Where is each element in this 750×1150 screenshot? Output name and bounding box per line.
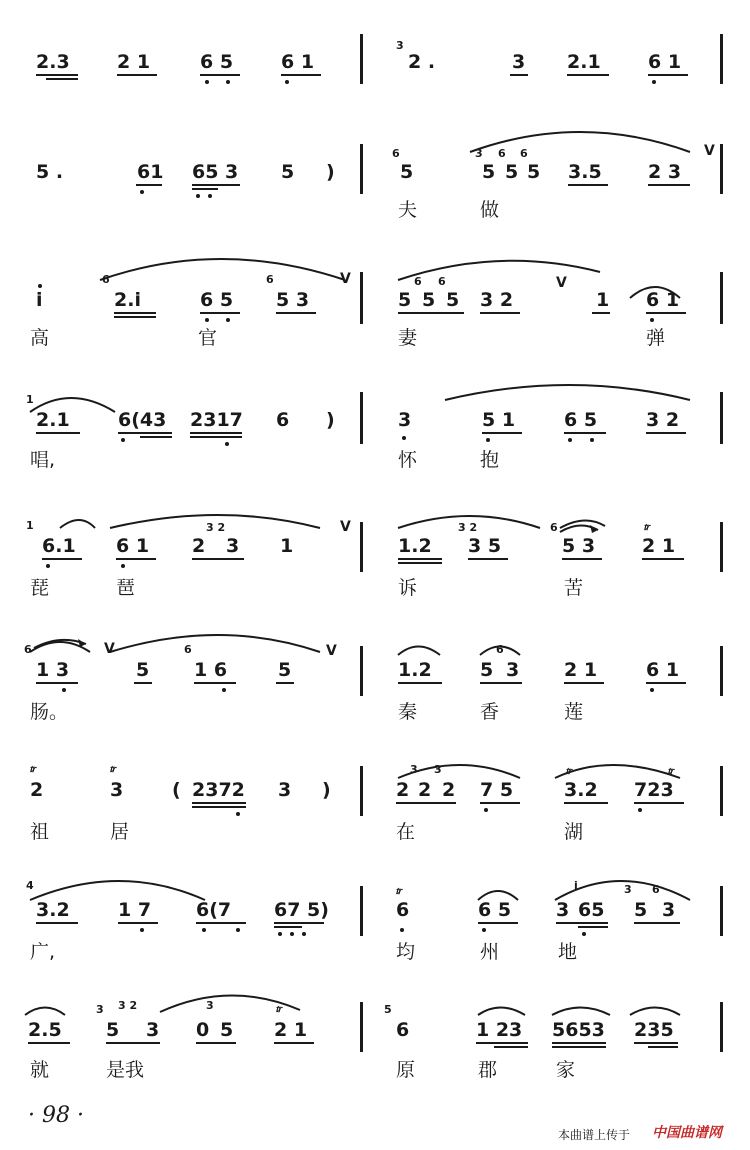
note: 5 — [220, 1019, 234, 1041]
mordent-mark: 𝆖 — [276, 1002, 283, 1015]
beam — [482, 432, 522, 434]
octave-dot — [290, 932, 294, 936]
note: 5 — [136, 659, 150, 681]
beam — [562, 558, 602, 560]
beam — [398, 312, 464, 314]
closing-paren: ) — [326, 409, 335, 431]
octave-dot — [38, 284, 42, 288]
lyric: 香 — [480, 701, 500, 723]
closing-paren: ) — [326, 161, 335, 183]
lyric: 怀 — [398, 449, 418, 471]
beam — [398, 558, 442, 560]
beam — [274, 926, 302, 928]
lyric: 唱, — [30, 449, 56, 471]
note: 3 — [662, 899, 676, 921]
lyric: 弹 — [646, 327, 666, 349]
beam — [567, 74, 609, 76]
lyric: 广, — [30, 941, 56, 963]
beam — [648, 1046, 678, 1048]
beam — [106, 1042, 160, 1044]
grace-note: 3 — [434, 763, 442, 776]
score-line-3 — [0, 272, 750, 382]
note: 5653 — [552, 1019, 605, 1041]
note: 2.3 — [36, 51, 70, 73]
note: 723 — [634, 779, 674, 801]
breath-mark: V — [326, 643, 337, 659]
mordent-mark: 𝆖 — [110, 762, 117, 775]
octave-dot — [285, 80, 289, 84]
note: 2 1 — [274, 1019, 308, 1041]
beam — [192, 188, 218, 190]
bar-line — [360, 646, 363, 696]
grace-note: 1 — [26, 393, 34, 406]
beam — [276, 312, 316, 314]
lyric: 地 — [558, 941, 578, 963]
note: 5 — [480, 659, 494, 681]
note: 5 3 — [562, 535, 596, 557]
bar-line — [360, 1002, 363, 1052]
bar-line — [720, 34, 723, 84]
note: 5 — [106, 1019, 120, 1041]
bar-line — [720, 392, 723, 444]
beam — [114, 316, 156, 318]
beam — [568, 184, 608, 186]
bar-line — [360, 144, 363, 194]
beam — [398, 682, 442, 684]
grace-note: 3 2 — [206, 521, 226, 534]
lyric: 官 — [198, 327, 218, 349]
note: 2.5 — [28, 1019, 62, 1041]
beam — [114, 312, 156, 314]
beam — [190, 436, 242, 438]
lyric: 苦 — [564, 577, 584, 599]
note: 2 1 — [564, 659, 598, 681]
note: 3 — [556, 899, 570, 921]
beam — [480, 802, 520, 804]
note: 5 — [281, 161, 295, 183]
grace-note: 6 — [520, 147, 528, 160]
note: 3 — [146, 1019, 160, 1041]
note: 5 — [446, 289, 460, 311]
lyric: 秦 — [398, 701, 418, 723]
beam — [646, 682, 686, 684]
score-line-8 — [0, 880, 750, 990]
beam — [196, 1042, 236, 1044]
lyric: 就 — [30, 1059, 50, 1081]
score-line-9 — [0, 996, 750, 1106]
note: 2 1 — [117, 51, 151, 73]
note: 6 1 — [646, 289, 680, 311]
bar-line — [360, 522, 363, 572]
note: 6 — [276, 409, 290, 431]
note: 2372 — [192, 779, 245, 801]
note: 6 5 — [478, 899, 512, 921]
note: 5 — [278, 659, 292, 681]
octave-dot — [486, 438, 490, 442]
lyric: 妻 — [398, 327, 418, 349]
octave-dot — [568, 438, 572, 442]
bar-line — [720, 522, 723, 572]
octave-dot — [402, 436, 406, 440]
octave-dot — [236, 812, 240, 816]
beam — [192, 184, 240, 186]
note: 6 5 — [200, 289, 234, 311]
note: 0 — [196, 1019, 210, 1041]
beam — [46, 78, 78, 80]
mordent-mark: 𝆖 — [644, 520, 651, 533]
beam — [36, 922, 78, 924]
octave-dot — [140, 190, 144, 194]
note: 5 . — [36, 161, 64, 183]
mordent-mark: 𝆖 — [396, 884, 403, 897]
octave-dot — [205, 318, 209, 322]
note: 3 2 — [480, 289, 514, 311]
note: 5 — [527, 161, 541, 183]
bar-line — [720, 272, 723, 324]
beam — [552, 1046, 606, 1048]
note: 2 — [442, 779, 456, 801]
beam — [118, 432, 172, 434]
note: 1 7 — [118, 899, 152, 921]
beam — [28, 1042, 70, 1044]
bar-line — [720, 144, 723, 194]
note: 3.2 — [36, 899, 70, 921]
grace-note: 1 — [26, 519, 34, 532]
beam — [192, 806, 246, 808]
octave-dot — [226, 318, 230, 322]
grace-note: 3 — [624, 883, 632, 896]
beam — [136, 184, 162, 186]
beam — [468, 558, 508, 560]
beam — [578, 926, 608, 928]
note: 5 — [422, 289, 436, 311]
bar-line — [360, 886, 363, 936]
beam — [634, 1042, 678, 1044]
octave-dot — [650, 318, 654, 322]
beam — [564, 802, 608, 804]
beam — [476, 1042, 528, 1044]
lyric: 州 — [480, 941, 500, 963]
octave-dot — [225, 442, 229, 446]
beam — [510, 74, 528, 76]
beam — [276, 682, 294, 684]
grace-note: 3 2 — [458, 521, 478, 534]
note: 2 3 — [648, 161, 682, 183]
note: 3 5 — [468, 535, 502, 557]
mordent-mark: 𝆖 — [30, 762, 37, 775]
note: 2.1 — [567, 51, 601, 73]
beam — [140, 436, 172, 438]
lyric: 是我 — [106, 1059, 145, 1081]
note: 6.1 — [42, 535, 76, 557]
note: 5 — [634, 899, 648, 921]
note: 7 5 — [480, 779, 514, 801]
octave-dot — [121, 564, 125, 568]
grace-note: 5 — [384, 1003, 392, 1016]
beam — [36, 432, 80, 434]
note: 5 — [505, 161, 519, 183]
beam — [646, 432, 686, 434]
beam — [564, 432, 606, 434]
opening-paren: ( — [172, 779, 181, 801]
octave-dot — [205, 80, 209, 84]
beam — [36, 74, 78, 76]
bar-line — [360, 392, 363, 444]
note: 3 — [226, 535, 240, 557]
beam — [192, 802, 246, 804]
note: 1 23 — [476, 1019, 523, 1041]
octave-dot — [582, 932, 586, 936]
note: 2 — [30, 779, 44, 801]
lyric: 夫 — [398, 199, 418, 221]
note: 65 3 — [192, 161, 239, 183]
closing-paren: ) — [322, 779, 331, 801]
note: 1 6 — [194, 659, 228, 681]
octave-dot — [196, 194, 200, 198]
page-number: · 98 · — [28, 1103, 84, 1128]
grace-note: 6 — [266, 273, 274, 286]
note: 2317 — [190, 409, 243, 431]
bar-line — [720, 766, 723, 816]
octave-dot — [638, 808, 642, 812]
note: 67 5) — [274, 899, 329, 921]
grace-note: 3 — [396, 39, 404, 52]
lyric: 抱 — [480, 449, 500, 471]
note: 6(43 — [118, 409, 167, 431]
lyric: 高 — [30, 327, 50, 349]
note: 2 — [418, 779, 432, 801]
beam — [36, 682, 78, 684]
beam — [118, 922, 158, 924]
note: 3 — [278, 779, 292, 801]
score-line-7 — [0, 760, 750, 870]
octave-dot — [140, 928, 144, 932]
note: 1 3 — [36, 659, 70, 681]
note: 1.2 — [398, 659, 432, 681]
beam — [494, 1046, 528, 1048]
breath-mark: V — [556, 275, 567, 291]
breath-mark: V — [104, 641, 115, 657]
beam — [634, 802, 684, 804]
beam — [648, 184, 690, 186]
note: 5 3 — [276, 289, 310, 311]
note: 3.5 — [568, 161, 602, 183]
grace-note: 6 — [550, 521, 558, 534]
lyric: 湖 — [564, 821, 584, 843]
beam — [274, 1042, 314, 1044]
grace-note: 6 — [102, 273, 110, 286]
lyric: 均 — [396, 941, 416, 963]
note: 3 — [512, 51, 526, 73]
beam — [478, 922, 518, 924]
note: 235 — [634, 1019, 674, 1041]
note: 3 — [110, 779, 124, 801]
note: 6 1 — [116, 535, 150, 557]
note: 6 5 — [200, 51, 234, 73]
grace-note: 3 2 — [118, 999, 138, 1012]
grace-note: 6 — [392, 147, 400, 160]
note: 3 2 — [646, 409, 680, 431]
score-line-4 — [0, 392, 750, 502]
mordent-mark: 𝆖 — [668, 764, 675, 777]
beam — [480, 312, 520, 314]
beam — [592, 312, 610, 314]
upload-credit: 本曲谱上传于 — [558, 1128, 631, 1142]
bar-line — [720, 646, 723, 696]
beam — [398, 562, 442, 564]
score-line-6 — [0, 640, 750, 750]
beam — [192, 558, 244, 560]
beam — [190, 432, 242, 434]
note: 2 1 — [642, 535, 676, 557]
note: 2 — [396, 779, 410, 801]
note: 6 — [396, 899, 410, 921]
octave-dot — [590, 438, 594, 442]
bar-line — [360, 272, 363, 324]
grace-note: 6 — [184, 643, 192, 656]
note: 5 — [400, 161, 414, 183]
lyric: 原 — [396, 1059, 416, 1081]
note: 3 — [506, 659, 520, 681]
lyric: 家 — [556, 1059, 576, 1081]
beam — [480, 682, 522, 684]
beam — [116, 558, 156, 560]
octave-dot — [652, 80, 656, 84]
lyric: 莲 — [564, 701, 584, 723]
beam — [196, 922, 246, 924]
grace-note: 3 — [96, 1003, 104, 1016]
beam — [634, 922, 680, 924]
note: 2 . — [408, 51, 436, 73]
breath-mark: V — [340, 519, 351, 535]
grace-note: 6 — [496, 643, 504, 656]
octave-dot — [121, 438, 125, 442]
bar-line — [360, 34, 363, 84]
octave-dot — [46, 564, 50, 568]
grace-note: 6 — [498, 147, 506, 160]
grace-note: 3 — [475, 147, 483, 160]
score-line-5 — [0, 516, 750, 626]
octave-dot — [484, 808, 488, 812]
octave-dot — [222, 688, 226, 692]
octave-dot — [226, 80, 230, 84]
grace-note: 3 — [410, 763, 418, 776]
breath-mark: V — [704, 143, 715, 159]
lyric: 在 — [396, 821, 416, 843]
beam — [556, 922, 608, 924]
beam — [648, 74, 688, 76]
note: 61 — [137, 161, 164, 183]
note: 2.i — [114, 289, 141, 311]
note: 5 — [482, 161, 496, 183]
bar-line — [720, 1002, 723, 1052]
octave-dot — [400, 928, 404, 932]
lyric: 琵 — [30, 577, 50, 599]
octave-dot — [208, 194, 212, 198]
note: 5 — [398, 289, 412, 311]
beam — [646, 312, 686, 314]
score-line-2 — [0, 143, 750, 260]
beam — [200, 312, 240, 314]
grace-note: 6 — [414, 275, 422, 288]
mordent-mark: 𝆖 — [566, 764, 573, 777]
site-logo[interactable]: 中国曲谱网 — [652, 1125, 722, 1141]
beam — [642, 558, 684, 560]
breath-mark: V — [340, 271, 351, 287]
beam — [396, 802, 456, 804]
beam — [117, 74, 157, 76]
note: 6 1 — [646, 659, 680, 681]
note: 5 1 — [482, 409, 516, 431]
octave-dot — [278, 932, 282, 936]
beam — [281, 74, 321, 76]
bar-line — [720, 886, 723, 936]
grace-note: i — [574, 879, 578, 892]
octave-dot — [650, 688, 654, 692]
note: 65 — [578, 899, 605, 921]
note: i — [36, 289, 43, 311]
lyric: 郡 — [478, 1059, 498, 1081]
octave-dot — [202, 928, 206, 932]
note: 2.1 — [36, 409, 70, 431]
octave-dot — [482, 928, 486, 932]
beam — [552, 1042, 606, 1044]
bar-line — [360, 766, 363, 816]
octave-dot — [302, 932, 306, 936]
note: 6 1 — [648, 51, 682, 73]
note: 6 — [396, 1019, 410, 1041]
note: 1 — [280, 535, 294, 557]
note: 2 — [192, 535, 206, 557]
note: 6 1 — [281, 51, 315, 73]
lyric: 诉 — [398, 577, 418, 599]
note: 1.2 — [398, 535, 432, 557]
beam — [564, 682, 604, 684]
beam — [134, 682, 152, 684]
grace-note: 6 — [438, 275, 446, 288]
note: 1 — [596, 289, 610, 311]
grace-note: 6 — [652, 883, 660, 896]
beam — [274, 922, 324, 924]
lyric: 做 — [480, 199, 500, 221]
note: 3.2 — [564, 779, 598, 801]
note: 6(7 — [196, 899, 232, 921]
octave-dot — [236, 928, 240, 932]
score-line-1 — [0, 40, 750, 150]
beam — [194, 682, 236, 684]
note: 6 5 — [564, 409, 598, 431]
lyric: 居 — [110, 821, 130, 843]
grace-note: 4 — [26, 879, 34, 892]
lyric: 祖 — [30, 821, 50, 843]
grace-note: 3 — [206, 999, 214, 1012]
octave-dot — [62, 688, 66, 692]
beam — [42, 558, 82, 560]
note: 3 — [398, 409, 412, 431]
grace-note: 6 — [24, 643, 32, 656]
lyric: 琶 — [116, 577, 136, 599]
beam — [200, 74, 240, 76]
lyric: 肠。 — [30, 701, 69, 723]
